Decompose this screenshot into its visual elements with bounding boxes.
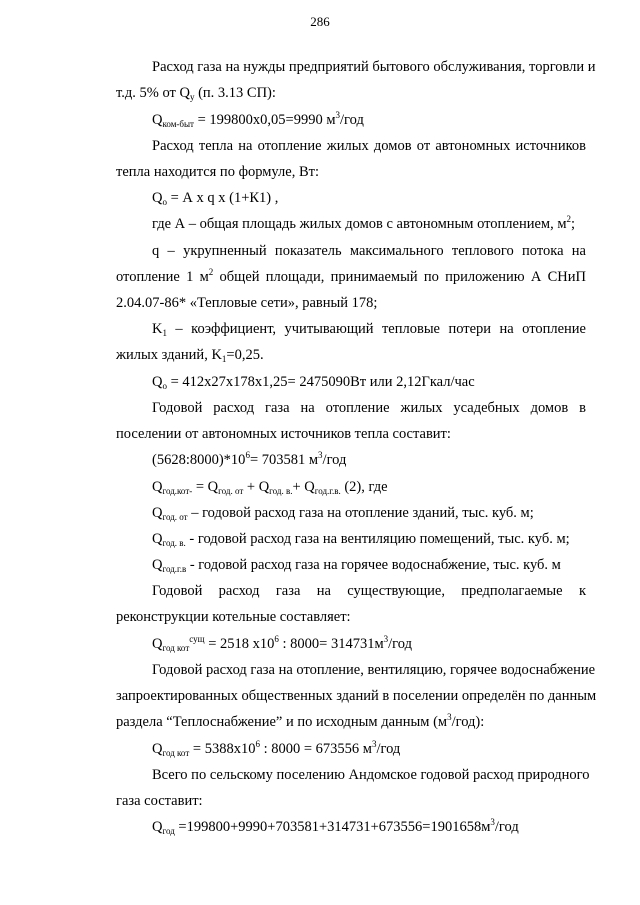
paragraph-consumer-services-line-1: Расход газа на нужды предприятий бытового обслуживания, торговли и	[152, 59, 596, 75]
formula-public-buildings: $Q_{год кот} = 5388х10^6$ : 8000 = 673556 $м^3$/год	[152, 739, 401, 758]
definition-q-line-2: отопление 1 $м^2$ общей площади, принимаемый по приложению А СНиП	[116, 267, 586, 285]
formula-q-kom-byt: $Q_{ком-быт} = 199800х0,05=9990$ $м^3$/год	[152, 110, 364, 129]
paragraph-annual-line-1: Годовой расход газа на отопление жилых усадебных домов в	[152, 400, 586, 416]
paragraph-public-line-1: Годовой расход газа на отопление, вентиляцию, горячее водоснабжение	[152, 662, 596, 678]
paragraph-public-line-2: запроектированных общественных зданий в поселении определён по данным	[116, 688, 597, 704]
paragraph-consumer-services-line-2: т.д. 5% от $Q_у$ (п. 3.13 СП):	[116, 85, 276, 102]
definition-q-god-ot: $Q_{год. от}$ – годовой расход газа на отопление зданий, тыс. куб. м;	[152, 505, 534, 522]
formula-q-o-calculation: $Q_о = 412х27х178х1,25= 2475090Вт$ или 2,12Гкал/час	[152, 374, 475, 391]
paragraph-total-line-2: газа составит:	[116, 793, 203, 809]
definition-k1-line-1: $K_1$ – коэффициент, учитывающий тепловые потери на отопление	[152, 321, 586, 338]
formula-total-annual-gas: $Q_{год} =199800+9990+703581+314731+673556=1901658м^3/год$	[152, 817, 519, 836]
paragraph-heat-line-2: тепла находится по формуле, Вт:	[116, 164, 319, 180]
paragraph-public-line-3: раздела “Теплоснабжение” и по исходным данным $(м^3/год)$:	[116, 712, 485, 730]
definition-q-line-3: 2.04.07-86* «Тепловые сети», равный 178;	[116, 295, 378, 311]
definition-q-god-v: $Q_{год. в.}$ - годовой расход газа на вентиляцию помещений, тыс. куб. м;	[152, 531, 570, 548]
definition-q-line-1: q – укрупненный показатель максимального теплового потока на	[152, 243, 586, 259]
paragraph-boilers-line-2: реконструкции котельные составляет:	[116, 609, 351, 625]
definition-a: где А – общая площадь жилых домов с автономным отоплением, $м^2$;	[152, 214, 576, 232]
paragraph-heat-line-1: Расход тепла на отопление жилых домов от автономных источников	[152, 138, 586, 154]
definition-k1-line-2: жилых зданий, $K_1=0,25$.	[116, 347, 264, 364]
formula-existing-boilers: $Q_{год кот}^{сущ} = 2518$ $х10^6$ : $8000= 314731м^3$/год	[152, 634, 412, 653]
formula-q-god-kot: $Q_{год.кот-} = Q_{год. от} + Q_{год. в.}+ Q_{год.г.в.}$ (2), где	[152, 479, 388, 496]
paragraph-annual-line-2: поселении от автономных источников тепла составит:	[116, 426, 451, 442]
paragraph-total-line-1: Всего по сельскому поселению Андомское годовой расход природного	[152, 767, 590, 783]
formula-q-o: $Q_о = А$ х q х (1+К1) ,	[152, 190, 279, 207]
definition-q-god-gv: $Q_{год.г.в}$ - годовой расход газа на горячее водоснабжение, тыс. куб. м	[152, 557, 561, 574]
page-number: 286	[310, 14, 330, 29]
formula-annual-autonomous: $(5628:8000)*10^6= 703581$ $м^3$/год	[152, 450, 347, 468]
paragraph-boilers-line-1: Годовой расход газа на существующие, предполагаемые к	[152, 583, 586, 599]
